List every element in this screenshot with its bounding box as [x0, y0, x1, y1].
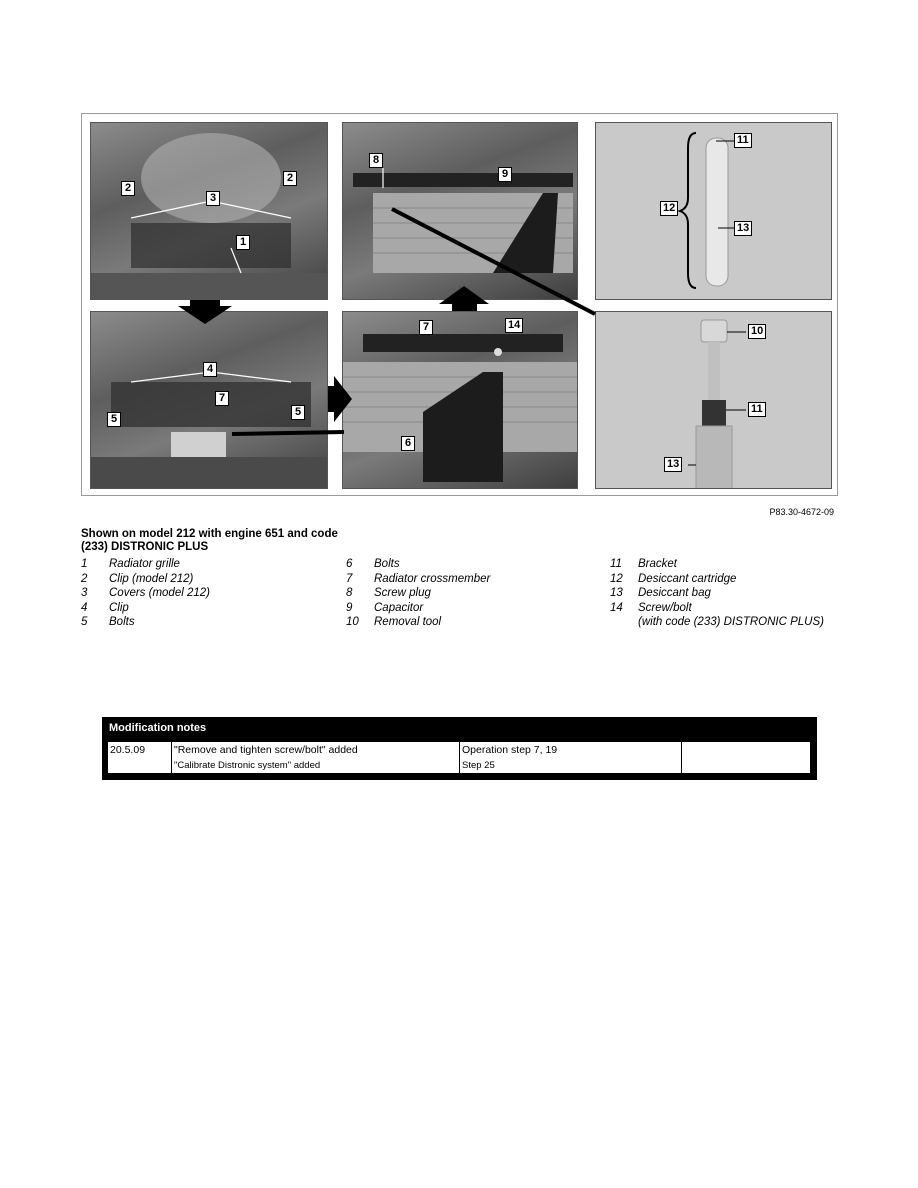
legend-number: 13 [610, 587, 623, 600]
date-cell [108, 742, 172, 773]
photo-radiator-crossmember [342, 311, 578, 489]
engine-bay-open-drawing [91, 312, 328, 489]
callout-13: 13 [734, 221, 752, 236]
legend-title: Shown on model 212 with engine 651 and code (233) DISTRONIC PLUS [81, 528, 338, 553]
radiator-drawing [343, 123, 578, 300]
changes-cell [172, 742, 460, 773]
callout-11: 11 [748, 402, 766, 417]
legend-number: 12 [610, 572, 623, 585]
legend-text: Radiator crossmember [374, 572, 491, 585]
legend-text: Covers (model 212) [109, 587, 210, 600]
table-row [108, 742, 810, 773]
legend-number: 7 [346, 572, 353, 585]
legend-text: Bracket [638, 558, 677, 570]
modification-notes-header: Modification notes [109, 722, 207, 734]
legend-number: 4 [81, 601, 88, 614]
callout-7: 7 [215, 391, 229, 406]
photo-engine-bay-top [90, 122, 328, 300]
callout-1: 1 [236, 235, 250, 250]
photo-removal-tool [595, 311, 832, 489]
callout-5: 5 [291, 405, 305, 420]
callout-4: 4 [203, 362, 217, 377]
callout-5: 5 [107, 412, 121, 427]
legend-text: Screw/bolt [638, 601, 692, 614]
callout-8: 8 [369, 153, 383, 168]
legend-number: 10 [346, 616, 359, 629]
desiccant-cartridge-drawing [596, 123, 832, 300]
legend-text: Capacitor [374, 601, 424, 614]
legend-number: 9 [346, 601, 353, 614]
steps-cell [460, 742, 682, 773]
callout-3: 3 [206, 191, 220, 206]
date-text: 20.5.09 [110, 744, 146, 756]
change-text: "Remove and tighten screw/bolt" added [174, 744, 358, 756]
legend-number: 1 [81, 558, 88, 570]
legend-number: 6 [346, 558, 353, 570]
legend-number: 8 [346, 587, 353, 600]
legend-text: Screw plug [374, 587, 431, 600]
photo-radiator-capacitor [342, 122, 578, 300]
callout-6: 6 [401, 436, 415, 451]
extra-cell [682, 742, 810, 773]
illustration-figure [81, 113, 838, 496]
removal-tool-drawing [596, 312, 832, 489]
engine-bay-drawing [91, 123, 328, 300]
legend-text: Desiccant bag [638, 587, 711, 600]
callout-2: 2 [121, 181, 135, 196]
callout-7: 7 [419, 320, 433, 335]
legend-number: 14 [610, 601, 623, 614]
change-text: "Calibrate Distronic system" added [174, 760, 321, 771]
modification-notes-table [102, 717, 817, 780]
legend-number: 11 [610, 558, 622, 570]
step-text: Step 25 [462, 760, 495, 771]
callout-2: 2 [283, 171, 297, 186]
legend-text: Radiator grille [109, 558, 180, 570]
callout-13: 13 [664, 457, 682, 472]
figure-reference: P83.30-4672-09 [769, 507, 834, 517]
legend-text: Bolts [109, 616, 135, 629]
crossmember-drawing [343, 312, 578, 489]
legend-number: 3 [81, 587, 88, 600]
legend-text: Clip (model 212) [109, 572, 194, 585]
photo-engine-bay-cover-removed [90, 311, 328, 489]
callout-9: 9 [498, 167, 512, 182]
legend-number: 5 [81, 616, 88, 629]
legend-text: Clip [109, 601, 129, 614]
callout-14: 14 [505, 318, 523, 333]
legend-number: 2 [81, 572, 88, 585]
legend-text: Desiccant cartridge [638, 572, 737, 585]
callout-11: 11 [734, 133, 752, 148]
step-text: Operation step 7, 19 [462, 744, 558, 756]
legend-text: (with code (233) DISTRONIC PLUS) [638, 616, 824, 629]
photo-desiccant-cartridge [595, 122, 832, 300]
callout-10: 10 [748, 324, 766, 339]
callout-12: 12 [660, 201, 678, 216]
legend-text: Removal tool [374, 616, 442, 629]
legend-text: Bolts [374, 558, 400, 570]
